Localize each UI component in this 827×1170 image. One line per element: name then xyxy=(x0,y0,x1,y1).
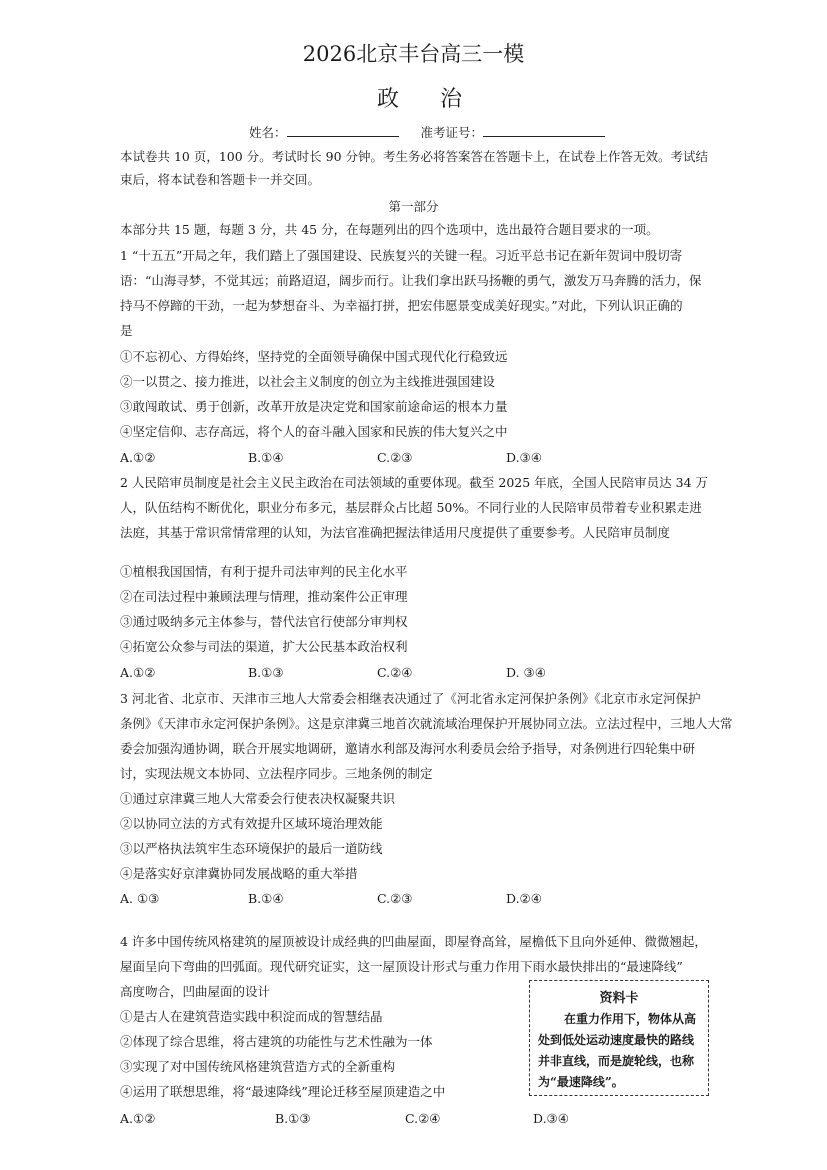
part-intro: 本部分共 15 题，每题 3 分，共 45 分，在每题列出的四个选项中，选出最符合题目要求的一项。 xyxy=(120,222,659,237)
info-card-title: 资料卡 xyxy=(599,991,639,1006)
answer-choice-a: A. ①③ xyxy=(120,891,160,906)
question-stem-line: 屋面呈向下弯曲的凹弧面。现代研究证实，这一屋顶设计形式与重力作用下雨水最快排出的“最速降线” xyxy=(120,959,683,974)
question-stem-line: 持马不停蹄的干劲，一起为梦想奋斗、为幸福打拼，把宏伟愿景变成美好现实。”对此，下列认识正确的 xyxy=(120,298,683,313)
exam-title: 2026北京丰台高三一模 xyxy=(302,42,525,66)
instruction-line: 本试卷共 10 页，100 分。考试时长 90 分钟。考生务必将答案答在答题卡上，在试卷上作答无效。考试结 xyxy=(120,149,709,164)
name-blank xyxy=(287,123,399,137)
answer-choice-a: A.①② xyxy=(120,450,156,465)
answer-choice-c: C.②③ xyxy=(377,891,413,906)
question-stem-line: 条例》《天津市永定河保护条例》。这是京津冀三地首次就流域治理保护开展协同立法。立法过程中，三地人大常 xyxy=(120,716,733,731)
answer-choice-d: D.②④ xyxy=(506,891,542,906)
answer-choice-c: C.②④ xyxy=(377,665,413,680)
option-statement: ④坚定信仰、志存高远，将个人的奋斗融入国家和民族的伟大复兴之中 xyxy=(120,424,508,439)
answer-choice-a: A.①② xyxy=(120,665,156,680)
id-label: 准考证号： xyxy=(420,125,483,140)
answer-choice-b: B.①③ xyxy=(248,665,284,680)
option-statement: ④拓宽公众参与司法的渠道，扩大公民基本政治权利 xyxy=(120,639,408,654)
question-stem-line: 4 许多中国传统风格建筑的屋顶被设计成经典的凹曲屋面，即屋脊高耸，屋檐低下且向外延伸、微微翘起， xyxy=(120,934,707,949)
question-stem-line: 高度吻合，凹曲屋面的设计 xyxy=(120,984,271,999)
info-card-text: 在重力作用下，物体从高处到低处运动速度最快的路线并非直线，而是旋轮线，也称为“最速降线”。 xyxy=(538,1012,697,1089)
option-statement: ①是古人在建筑营造实践中积淀而成的智慧结晶 xyxy=(120,1009,383,1024)
id-blank xyxy=(483,123,605,137)
option-statement: ③实现了对中国传统风格建筑营造方式的全新重构 xyxy=(120,1059,396,1074)
answer-choice-b: B.①③ xyxy=(275,1111,311,1126)
answer-choice-c: C.②④ xyxy=(405,1111,441,1126)
option-statement: ③通过吸纳多元主体参与，替代法官行使部分审判权 xyxy=(120,614,408,629)
option-statement: ②一以贯之、接力推进，以社会主义制度的创立为主线推进强国建设 xyxy=(120,374,496,389)
option-statement: ②在司法过程中兼顾法理与情理，推动案件公正审理 xyxy=(120,589,408,604)
question-stem-line: 1 “十五五”开局之年，我们踏上了强国建设、民族复兴的关键一程。习近平总书记在新年贺词中殷切寄 xyxy=(120,248,683,263)
answer-choice-d: D.③④ xyxy=(506,450,542,465)
option-statement: ①通过京津冀三地人大常委会行使表决权凝聚共识 xyxy=(120,791,396,806)
question-stem-line: 3 河北省、北京市、天津市三地人大常委会相继表决通过了《河北省永定河保护条例》《北京市永定河保护 xyxy=(120,691,701,706)
question-stem-line: 委会加强沟通协调，联合开展实地调研，邀请水利部及海河水利委员会给予指导，对条例进行四轮集中研 xyxy=(120,741,696,756)
option-statement: ③以严格执法筑牢生态环境保护的最后一道防线 xyxy=(120,841,383,856)
question-stem-line: 讨，实现法规文本协同、立法程序同步。三地条例的制定 xyxy=(120,766,433,781)
answer-choice-b: B.①④ xyxy=(248,450,284,465)
question-stem-line: 人，队伍结构不断优化，职业分布多元，基层群众占比超 50%。不同行业的人民陪审员带着专业积累走进 xyxy=(120,500,702,515)
option-statement: ④运用了联想思维，将“最速降线”理论迁移至屋顶建造之中 xyxy=(120,1084,446,1099)
option-statement: ①植根我国国情，有利于提升司法审判的民主化水平 xyxy=(120,564,408,579)
subject-char-2: 治 xyxy=(440,87,464,112)
question-stem-line: 语：“山海寻梦，不觉其远；前路迢迢，阔步而行。让我们拿出跃马扬鞭的勇气，激发万马奔腾的活力，保 xyxy=(120,273,702,288)
instruction-line: 束后，将本试卷和答题卡一并交回。 xyxy=(120,172,321,187)
answer-choice-c: C.②③ xyxy=(377,450,413,465)
part-title: 第一部分 xyxy=(388,199,439,214)
option-statement: ④是落实好京津冀协同发展战略的重大举措 xyxy=(120,866,358,881)
candidate-info xyxy=(249,123,605,141)
answer-choice-d: D.③④ xyxy=(533,1111,569,1126)
option-statement: ③敢闯敢试、勇于创新，改革开放是决定党和国家前途命运的根本力量 xyxy=(120,399,508,414)
option-statement: ②体现了综合思维，将古建筑的功能性与艺术性融为一体 xyxy=(120,1034,433,1049)
answer-choice-a: A.①② xyxy=(120,1111,156,1126)
question-stem-line: 法庭，其基于常识常情常理的认知，为法官准确把握法律适用尺度提供了重要参考。人民陪审员制度 xyxy=(120,525,671,540)
name-label: 姓名： xyxy=(249,125,287,140)
option-statement: ②以协同立法的方式有效提升区域环境治理效能 xyxy=(120,816,383,831)
info-card xyxy=(529,980,709,1096)
question-stem-line: 是 xyxy=(120,323,133,338)
option-statement: ①不忘初心、方得始终，坚持党的全面领导确保中国式现代化行稳致远 xyxy=(120,349,508,364)
answer-choice-d: D. ③④ xyxy=(506,665,546,680)
subject-char-1: 政 xyxy=(377,87,401,112)
question-stem-line: 2 人民陪审员制度是社会主义民主政治在司法领域的重要体现。截至 2025 年底，全国人民陪审员达 34 万 xyxy=(120,475,709,490)
answer-choice-b: B.①④ xyxy=(248,891,284,906)
